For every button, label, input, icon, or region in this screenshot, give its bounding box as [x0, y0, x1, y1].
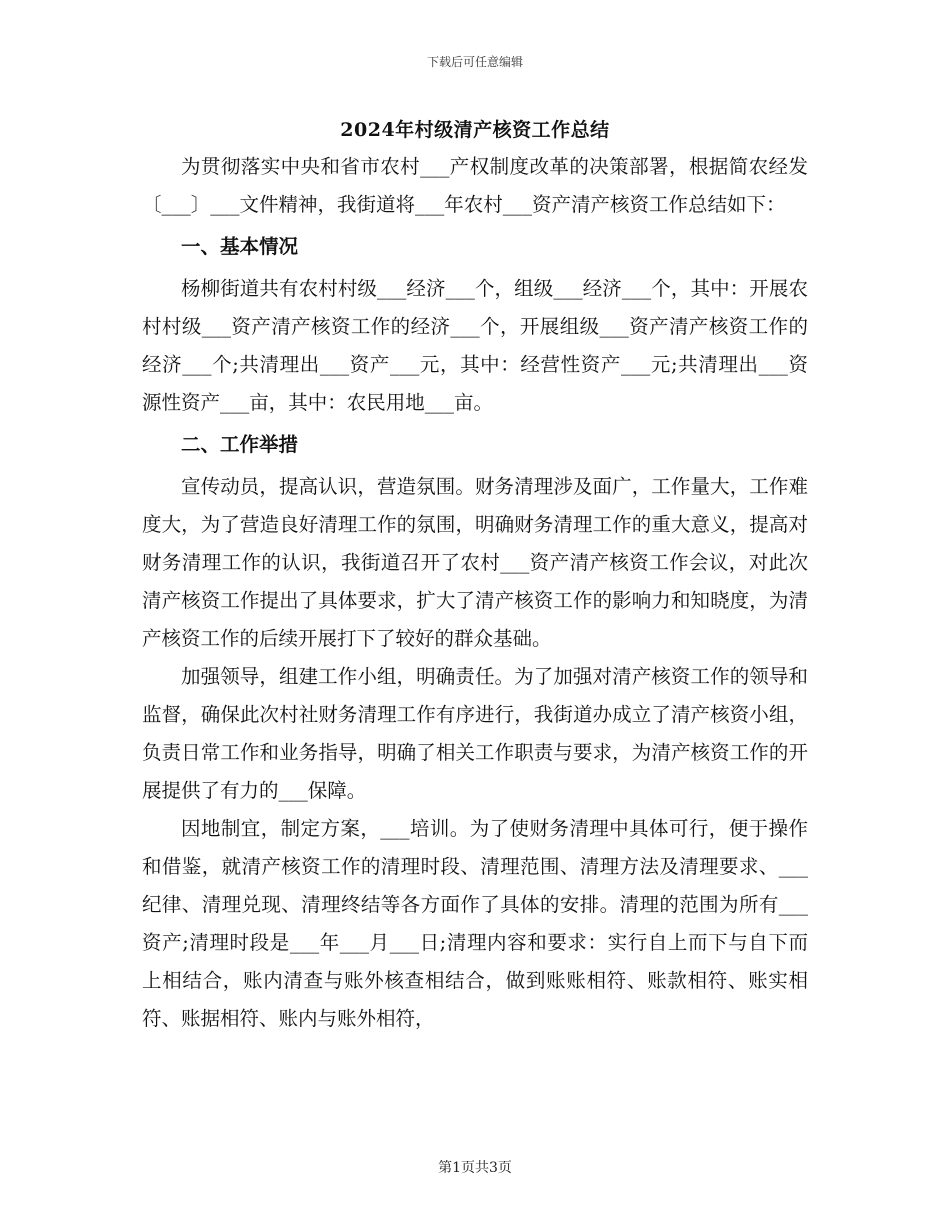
- section-heading-work-measures: 二、工作举措: [181, 433, 299, 456]
- document-body: [142, 148, 808, 1038]
- intro-paragraph: 为贯彻落实中央和省市农村___产权制度改革的决策部署，根据简农经发〔___〕___文件精神，我街道将___年农村___资产清产核资工作总结如下：: [142, 155, 808, 216]
- page-number-footer: 第1页共3页: [438, 1160, 512, 1176]
- document-title: 2024年村级清产核资工作总结: [340, 119, 610, 141]
- measures-paragraph-publicity: 宣传动员，提高认识，营造氛围。财务清理涉及面广，工作量大，工作难度大，为了营造良好清理工作的氛围，明确财务清理工作的重大意义，提高对财务清理工作的认识，我街道召开了农村___资产清产核资工作会议，对此次清产核资工作提出了具体要求，扩大了清产核资工作的影响力和知晓度，为清产核资工作的后续开展打下了较好的群众基础。: [142, 475, 808, 650]
- page-header-note: 下载后可任意编辑: [426, 55, 523, 69]
- section-heading-basic-situation: 一、基本情况: [181, 235, 299, 258]
- measures-paragraph-plan: 因地制宜，制定方案，___培训。为了使财务清理中具体可行，便于操作和借鉴，就清产核资工作的清理时段、清理范围、清理方法及清理要求、___纪律、清理兑现、清理终结等各方面作了具体的安排。清理的范围为所有___资产;清理时段是___年___月___日;清理内容和要求：实行自上而下与自下而上相结合，账内清查与账外核查相结合，做到账账相符、账款相符、账实相符、账据相符、账内与账外相符，: [142, 817, 808, 1030]
- basic-situation-paragraph: 杨柳街道共有农村村级___经济___个，组级___经济___个，其中：开展农村村级___资产清产核资工作的经济___个，开展组级___资产清产核资工作的经济___个;共清理出___资产___元，其中：经营性资产___元;共清理出___资源性资产___亩，其中：农民用地___亩。: [142, 277, 808, 414]
- measures-paragraph-leadership: 加强领导，组建工作小组，明确责任。为了加强对清产核资工作的领导和监督，确保此次村社财务清理工作有序进行，我街道办成立了清产核资小组，负责日常工作和业务指导，明确了相关工作职责与要求，为清产核资工作的开展提供了有力的___保障。: [142, 665, 808, 802]
